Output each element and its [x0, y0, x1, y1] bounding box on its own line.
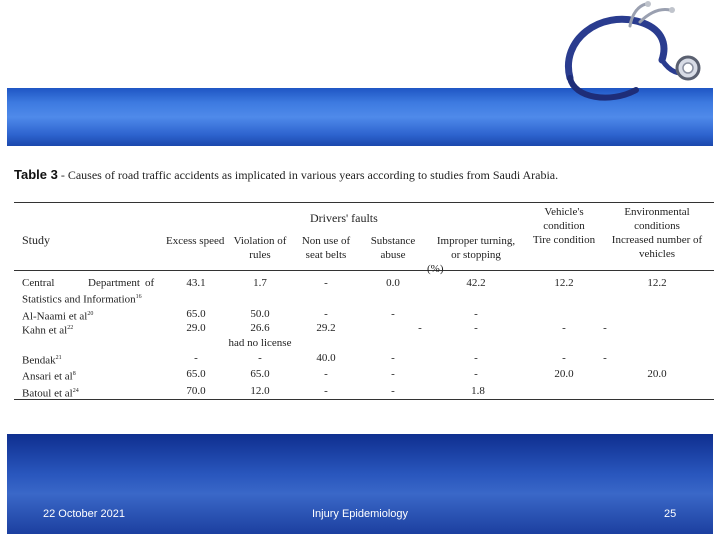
row2-substance: - [391, 308, 395, 320]
row4-tire-extra: - [603, 352, 607, 364]
row1-improper: 42.2 [466, 277, 486, 289]
table-title [14, 167, 558, 183]
row2-seatbelt: - [324, 308, 328, 320]
row5-study-text: Ansari et al [22, 370, 73, 383]
row2-study-text: Al-Naami et al [22, 310, 88, 323]
header-nonuse-2: seat belts [305, 249, 347, 261]
header-nonuse-1: Non use of [301, 235, 351, 247]
header-vehicle-1: Vehicle's [544, 206, 584, 218]
header-env-4: vehicles [638, 248, 676, 260]
row1-substance: 0.0 [386, 277, 400, 289]
header-violation-2: rules [249, 249, 271, 261]
header-violation-1: Violation of [233, 235, 287, 247]
row1-ref: 16 [135, 294, 142, 300]
row5-violation: 65.0 [250, 368, 270, 380]
table-caption: - Causes of road traffic accidents as implicated in various years according to studies from Saudi Arabia. [60, 168, 559, 182]
row5-speed: 65.0 [186, 368, 206, 380]
header-study: Study [22, 233, 51, 247]
row5-tire: 20.0 [554, 368, 574, 380]
header-substance-2: abuse [380, 249, 406, 261]
row6-ref: 24 [72, 388, 79, 394]
row5-ref: 8 [72, 371, 76, 377]
row4-violation: - [258, 352, 262, 364]
row3-tire-extra: - [603, 322, 607, 334]
row3-improper: - [474, 322, 478, 334]
row2-violation: 50.0 [250, 308, 270, 320]
row6-speed: 70.0 [186, 385, 206, 397]
row3-study [22, 322, 73, 338]
row3-violation: 26.6 [250, 322, 270, 334]
row2-improper: - [474, 308, 478, 320]
header-env-3: Increased number of [611, 234, 703, 246]
header-improper-1: Improper turning, [436, 235, 516, 247]
row2-speed: 65.0 [186, 308, 206, 320]
header-vehicle-2: condition [543, 220, 585, 232]
row6-substance: - [391, 385, 395, 397]
row6-improper: 1.8 [471, 385, 485, 397]
row5-vehicles: 20.0 [647, 368, 667, 380]
row4-seatbelt: 40.0 [316, 352, 336, 364]
table-header-rule [14, 270, 714, 271]
row3-seatbelt: 29.2 [316, 322, 336, 334]
table-bottom-rule [14, 399, 714, 400]
row6-violation: 12.0 [250, 385, 270, 397]
row3-violation-note: had no license [228, 337, 292, 349]
row5-improper: - [474, 368, 478, 380]
row5-seatbelt: - [324, 368, 328, 380]
row1-tire: 12.2 [554, 277, 574, 289]
header-env-1: Environmental [624, 206, 690, 218]
row1-study-2 [22, 291, 142, 307]
footer-date: 22 October 2021 [43, 508, 125, 520]
row4-substance: - [391, 352, 395, 364]
row4-study-text: Bendak [22, 354, 56, 367]
table-top-rule [14, 202, 714, 203]
row1-study-1b: Department [88, 277, 140, 289]
row6-seatbelt: - [324, 385, 328, 397]
footer-title: Injury Epidemiology [312, 508, 408, 520]
row4-improper: - [474, 352, 478, 364]
row2-ref: 20 [87, 311, 94, 317]
row1-study-2-text: Statistics and Information [22, 293, 136, 306]
row4-tire: - [562, 352, 566, 364]
row1-violation: 1.7 [253, 277, 267, 289]
row3-speed: 29.0 [186, 322, 206, 334]
row5-substance: - [391, 368, 395, 380]
row1-speed: 43.1 [186, 277, 206, 289]
row1-vehicles: 12.2 [647, 277, 667, 289]
table-label: Table 3 [14, 167, 58, 182]
row4-speed: - [194, 352, 198, 364]
stethoscope-icon [540, 0, 720, 110]
footer-page-number: 25 [664, 508, 677, 520]
row1-study-1c: of [145, 277, 155, 289]
row3-extra-dash: - [418, 322, 422, 334]
header-improper-2: or stopping [451, 249, 501, 261]
row6-study [22, 385, 79, 401]
row4-ref: 21 [55, 355, 62, 361]
header-excess-speed: Excess speed [166, 235, 225, 247]
header-substance-1: Substance [370, 235, 416, 247]
row6-study-text: Batoul et al [22, 387, 73, 400]
row3-study-text: Kahn et al [22, 324, 68, 337]
header-unit: (%) [427, 263, 444, 275]
row3-ref: 22 [67, 325, 74, 331]
row5-study [22, 368, 76, 384]
row1-seatbelt: - [324, 277, 328, 289]
header-drivers-faults: Drivers' faults [310, 211, 378, 225]
header-vehicle-3: Tire condition [532, 234, 596, 246]
header-env-2: conditions [634, 220, 680, 232]
row4-study [22, 352, 62, 368]
row3-tire: - [562, 322, 566, 334]
row1-study-1: Central [22, 277, 55, 289]
